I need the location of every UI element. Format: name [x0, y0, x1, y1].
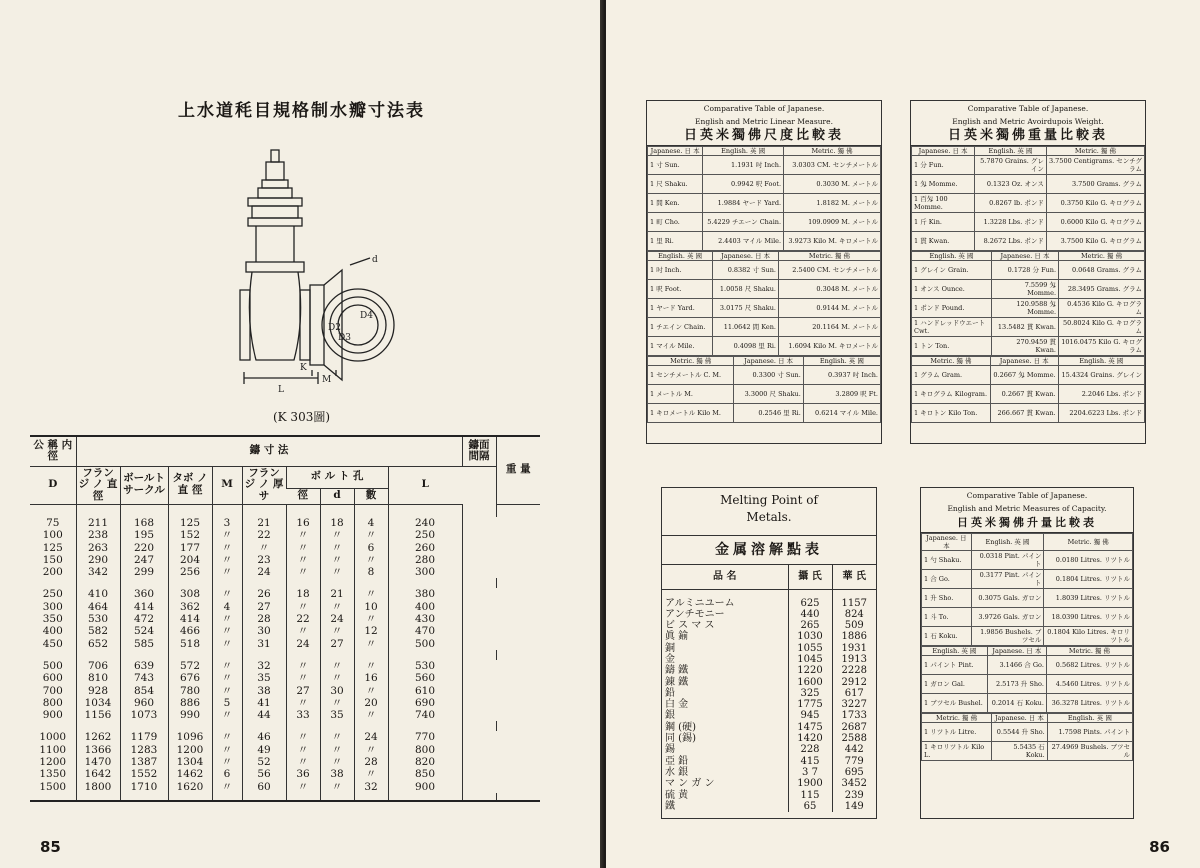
table-row: 75 211 168 125 3 21 16 18 4 240: [30, 517, 540, 529]
table-row: 1 キロメートル Kilo M. 0.2546 里 Ri. 0.6214 マイル Mile.: [648, 404, 881, 423]
comparison-subtable: Japanese. 日 本 English. 英 國 Metric. 獨 佛 1 寸 Sun. 1.1931 吋 Inch. 3.0303 CM. センチメートル 1 尺 Shaku. 0.9942 呎 Foot. 0.3030 M. メートル 1 間 Ken. 1.9884 ヤード Yard. 1.8182 M. メートル 1 町 Cho. 5.4229 チエーン Chain. 109.0909 M. メートル 1 里 Ri. 2.4403 マイル Mile. 3.9273 Kilo M. キロメートル: [647, 146, 881, 251]
table-row: 1 キロトン Kilo Ton. 266.667 貫 Kwan. 2204.6223 Lbs. ポンド: [912, 404, 1145, 423]
table-row: 1 センチメートル C. M. 0.3300 寸 Sun. 0.3937 吋 Inch.: [648, 366, 881, 385]
table-row: 1 百匁 100 Momme. 0.8267 lb. ポンド 0.3750 Kilo G. キログラム: [912, 194, 1145, 213]
col-face: 鑄面 間隔: [462, 436, 496, 466]
table-row: 1200 1470 1387 1304 〃 52 〃 〃 28 820: [30, 756, 540, 768]
table-row: 1 合 Go. 0.3177 Pint. パイント 0.1804 Litres. リツトル: [922, 570, 1133, 589]
table-row: 900 1156 1073 990 〃 44 33 35 〃 740: [30, 709, 540, 721]
table-row: 1350 1642 1552 1462 6 56 36 38 〃 850: [30, 768, 540, 780]
table-row: 金 1045 1913: [662, 654, 876, 665]
table-row: 硫 黄 115 239: [662, 790, 876, 801]
table-row: 1 吋 Inch. 0.8382 寸 Sun. 2.5400 CM. センチメートル: [648, 261, 881, 280]
svg-text:M: M: [322, 375, 332, 385]
table-row: 銅 1055 1931: [662, 643, 876, 654]
table-row: 1 キログラム Kilogram. 0.2667 貫 Kwan. 2.2046 Lbs. ポンド: [912, 385, 1145, 404]
table-row: 700 928 854 780 〃 38 27 30 〃 610: [30, 685, 540, 697]
table-row: 銀 945 1733: [662, 710, 876, 721]
page-number-left: 85: [40, 838, 61, 856]
table-row: 500 706 639 572 〃 32 〃 〃 〃 530: [30, 660, 540, 672]
table-row: 1 町 Cho. 5.4229 チエーン Chain. 109.0909 M. メートル: [648, 213, 881, 232]
table-row: マ ン ガ ン 1900 3452: [662, 778, 876, 789]
linear-measure-table: Comparative Table of Japanese. English and Metric Linear Measure. 日英米獨佛尺度比較表 Japanese. 日 本 English. 英 國 Metric. 獨 佛 1 寸 Sun. 1.1931 吋 Inch. 3.0303 CM. センチメートル 1 尺 Shaku. 0.9942 呎 Foot. 0.3030 M. メートル 1 間 Ken. 1.9884 ヤード Yard. 1.8182 M. メートル 1 町 Cho. 5.4229 チエーン Chain. 109.0909 M. メートル 1 里 Ri. 2.4403 マイル Mile. 3.9273 Kilo M. キロメートル English. 英 國 Japanese. 日 本 Metric. 獨 佛 1 吋 Inch. 0.8382 寸 Sun. 2.5400 CM. センチメートル 1 呎 Foot. 1.0058 尺 Shaku. 0.3048 M. メートル 1 ヤード Yard. 3.0175 尺 Shaku. 0.9144 M. メートル 1 チエイン Chain. 11.0642 間 Ken. 20.1164 M. メートル 1 マイル Mile. 0.4098 里 Ri. 1.6094 Kilo M. キロメートル Metric. 獨 佛 Japanese. 日 本 English. 英 國 1 センチメートル C. M. 0.3300 寸 Sun. 0.3937 吋 Inch. 1 メートル M. 3.3000 尺 Shaku. 3.2809 呎 Ft. 1 キロメートル Kilo M. 0.2546 里 Ri. 0.6214 マイル Mile.: [646, 100, 882, 444]
page-number-right: 86: [1149, 838, 1170, 856]
table-row: 350 530 472 414 〃 28 22 24 〃 430: [30, 613, 540, 625]
table-row: 1 トン Ton. 270.9459 貫 Kwan. 1016.0475 Kilo G. キログラム: [912, 337, 1145, 356]
table-row: 1000 1262 1179 1096 〃 46 〃 〃 24 770: [30, 731, 540, 743]
table-row: 100 238 195 152 〃 22 〃 〃 〃 250: [30, 529, 540, 541]
valve-table-title: 上水道秏目規格制水瓣寸法表: [178, 101, 425, 121]
col-nominal: 公 稱 内 徑: [30, 436, 76, 466]
comparison-subtable: English. 英 國 Japanese. 日 本 Metric. 獨 佛 1 パイント Pint. 3.1466 合 Go. 0.5682 Litres. リツトル 1 ガロン Gal. 2.5173 升 Sho. 4.5460 Litres. リツトル 1 ブツセル Bushel. 0.2014 石 Koku. 36.3278 Litres. リツトル: [921, 646, 1133, 713]
svg-text:D2: D2: [328, 323, 341, 333]
table-row: 450 652 585 518 〃 31 24 27 〃 500: [30, 638, 540, 650]
table-row: 1 キロリツトル Kilo L. 5.5435 石 Koku. 27.4969 Bushels. ブツセル: [922, 742, 1133, 761]
table-row: アンチモニー 440 824: [662, 609, 876, 620]
table-row: 鑄 鐵 1220 2228: [662, 665, 876, 676]
table-row: 1 分 Fun. 5.7870 Grains. グレイン 3.7500 Centigrams. センチグラム: [912, 156, 1145, 175]
table-row: 1 勺 Shaku. 0.0318 Pint. パイント 0.0180 Litres. リツトル: [922, 551, 1133, 570]
spacer-row: [30, 650, 540, 660]
table-row: 1500 1800 1710 1620 〃 60 〃 〃 32 900: [30, 781, 540, 793]
comparison-subtable: Japanese. 日 本 English. 英 國 Metric. 獨 佛 1 勺 Shaku. 0.0318 Pint. パイント 0.0180 Litres. リツトル 1 合 Go. 0.3177 Pint. パイント 0.1804 Litres. リツトル 1 升 Sho. 0.3075 Gals. ガロン 1.8039 Litres. リツトル 1 斗 To. 3.9726 Gals. ガロン 18.0390 Litres. リツトル 1 石 Koku. 1.9856 Bushels. ブツセル 0.1804 Kilo Litres. キロリツトル: [921, 533, 1133, 646]
table-row: 400 582 524 466 〃 30 〃 〃 12 470: [30, 625, 540, 637]
comparison-subtable: English. 英 國 Japanese. 日 本 Metric. 獨 佛 1 吋 Inch. 0.8382 寸 Sun. 2.5400 CM. センチメートル 1 呎 Foot. 1.0058 尺 Shaku. 0.3048 M. メートル 1 ヤード Yard. 3.0175 尺 Shaku. 0.9144 M. メートル 1 チエイン Chain. 11.0642 間 Ken. 20.1164 M. メートル 1 マイル Mile. 0.4098 里 Ri. 1.6094 Kilo M. キロメートル: [647, 251, 881, 356]
table-row: 300 464 414 362 4 27 〃 〃 10 400: [30, 601, 540, 613]
comparison-subtable: Metric. 獨 佛 Japanese. 日 本 English. 英 國 1 グラム Gram. 0.2667 匁 Momme. 15.4324 Grains. グレイン 1 キログラム Kilogram. 0.2667 貫 Kwan. 2.2046 Lbs. ポンド 1 キロトン Kilo Ton. 266.667 貫 Kwan. 2204.6223 Lbs. ポンド: [911, 356, 1145, 423]
table-row: 錫 228 442: [662, 744, 876, 755]
table-row: 1 尺 Shaku. 0.9942 呎 Foot. 0.3030 M. メートル: [648, 175, 881, 194]
table-row: 水 銀 3 7 695: [662, 767, 876, 778]
table-row: 1 メートル M. 3.3000 尺 Shaku. 3.2809 呎 Ft.: [648, 385, 881, 404]
table-row: 125 263 220 177 〃 〃 〃 〃 6 260: [30, 542, 540, 554]
table-row: 600 810 743 676 〃 35 〃 〃 16 560: [30, 672, 540, 684]
comparison-subtable: Japanese. 日 本 English. 英 國 Metric. 獨 佛 1 分 Fun. 5.7870 Grains. グレイン 3.7500 Centigrams. センチグラム 1 匁 Momme. 0.1323 Oz. オンス 3.7500 Grams. グラム 1 百匁 100 Momme. 0.8267 lb. ポンド 0.3750 Kilo G. キログラム 1 斤 Kin. 1.3228 Lbs. ポンド 0.6000 Kilo G. キログラム 1 貫 Kwan. 8.2672 Lbs. ポンド 3.7500 Kilo G. キログラム: [911, 146, 1145, 251]
table-row: 錬 鐵 1600 2912: [662, 677, 876, 688]
table-row: 200 342 299 256 〃 24 〃 〃 8 300: [30, 566, 540, 578]
table-row: 1 ハンドレッドウエート Cwt. 13.5482 貫 Kwan. 50.8024 Kilo G. キログラム: [912, 318, 1145, 337]
table-row: 1 升 Sho. 0.3075 Gals. ガロン 1.8039 Litres. リツトル: [922, 589, 1133, 608]
table-row: ビ ス マ ス 265 509: [662, 620, 876, 631]
comparison-subtable: Metric. 獨 佛 Japanese. 日 本 English. 英 國 1 センチメートル C. M. 0.3300 寸 Sun. 0.3937 吋 Inch. 1 メートル M. 3.3000 尺 Shaku. 3.2809 呎 Ft. 1 キロメートル Kilo M. 0.2546 里 Ri. 0.6214 マイル Mile.: [647, 356, 881, 423]
table-row: 眞 鍮 1030 1886: [662, 631, 876, 642]
gate-valve-diagram: [0, 0, 603, 400]
valve-dimension-table: 公 稱 内 徑 鑄 寸 法 鑄面 間隔 重 量 D フランジ ノ 直 徑 ボールト サークル タボ ノ 直 徑 M フランジ ノ 厚 サ ボ ル ト 孔 L 徑 d 數 75 211 168 125 3 21 16 18 4 240 100 238 195 152 〃 22 〃 〃 〃 250 125 263 220 177 〃 〃 〃 〃 6 260 150 290 247 204 〃 23 〃 〃 〃 280 200 342 299 256 〃 24 〃 〃 8 300 250 410 360 308 〃 26 18 21 〃 380 300 464 414 362 4 27 〃 〃 10 400 350 530 472 414 〃 28 22 24 〃 430 400 582 524 466 〃 30 〃 〃 12 470 450 652 585 518 〃 31 24 27 〃 500 500 706 639 572 〃 32 〃 〃 〃 530 600 810 743 676 〃 35 〃 〃 16 560 700 928 854 780 〃 38 27 30 〃 610 800 1034 960 886 5 41 〃 〃 20 690 900 1156 1073 990 〃 44 33 35 〃 740 1000 1262 1179 1096 〃 46 〃 〃 24 770 1100 1366 1283 1200 〃 49 〃 〃 〃 800 1200 1470 1387 1304 〃 52 〃 〃 28 820 1350 1642 1552 1462 6 56 36 38 〃 850 1500 1800 1710 1620 〃 60 〃 〃 32 900: [30, 435, 540, 802]
spacer-row: [30, 578, 540, 588]
table-row: 亞 鉛 415 779: [662, 756, 876, 767]
table-row: 150 290 247 204 〃 23 〃 〃 〃 280: [30, 554, 540, 566]
table-row: 鋼 (硬) 1475 2687: [662, 722, 876, 733]
capacity-table: Comparative Table of Japanese. English and Metric Measures of Capacity. 日英米獨佛升量比較表 Japanese. 日 本 English. 英 國 Metric. 獨 佛 1 勺 Shaku. 0.0318 Pint. パイント 0.0180 Litres. リツトル 1 合 Go. 0.3177 Pint. パイント 0.1804 Litres. リツトル 1 升 Sho. 0.3075 Gals. ガロン 1.8039 Litres. リツトル 1 斗 To. 3.9726 Gals. ガロン 18.0390 Litres. リツトル 1 石 Koku. 1.9856 Bushels. ブツセル 0.1804 Kilo Litres. キロリツトル English. 英 國 Japanese. 日 本 Metric. 獨 佛 1 パイント Pint. 3.1466 合 Go. 0.5682 Litres. リツトル 1 ガロン Gal. 2.5173 升 Sho. 4.5460 Litres. リツトル 1 ブツセル Bushel. 0.2014 石 Koku. 36.3278 Litres. リツトル Metric. 獨 佛 Japanese. 日 本 English. 英 國 1 リツトル Litre. 0.5544 升 Sho. 1.7598 Pints. パイント 1 キロリツトル Kilo L. 5.5435 石 Koku. 27.4969 Bushels. ブツセル: [920, 487, 1134, 819]
table-row: 1 グレイン Grain. 0.1728 分 Fun. 0.0648 Grams. グラム: [912, 261, 1145, 280]
table-row: 鉛 325 617: [662, 688, 876, 699]
svg-text:D4: D4: [360, 311, 373, 321]
figure-caption: (K 303圖): [272, 410, 331, 424]
table-row: 1 グラム Gram. 0.2667 匁 Momme. 15.4324 Grains. グレイン: [912, 366, 1145, 385]
spacer-row: [30, 504, 540, 517]
table-row: 1 ガロン Gal. 2.5173 升 Sho. 4.5460 Litres. リツトル: [922, 675, 1133, 694]
table-row: 1 ポンド Pound. 120.9588 匁 Momme. 0.4536 Kilo G. キログラム: [912, 299, 1145, 318]
table-row: 鐵 65 149: [662, 801, 876, 812]
table-row: 1 パイント Pint. 3.1466 合 Go. 0.5682 Litres. リツトル: [922, 656, 1133, 675]
weight-table: Comparative Table of Japanese. English and Metric Avoirdupois Weight. 日英米獨佛重量比較表 Japanese. 日 本 English. 英 國 Metric. 獨 佛 1 分 Fun. 5.7870 Grains. グレイン 3.7500 Centigrams. センチグラム 1 匁 Momme. 0.1323 Oz. オンス 3.7500 Grams. グラム 1 百匁 100 Momme. 0.8267 lb. ポンド 0.3750 Kilo G. キログラム 1 斤 Kin. 1.3228 Lbs. ポンド 0.6000 Kilo G. キログラム 1 貫 Kwan. 8.2672 Lbs. ポンド 3.7500 Kilo G. キログラム English. 英 國 Japanese. 日 本 Metric. 獨 佛 1 グレイン Grain. 0.1728 分 Fun. 0.0648 Grams. グラム 1 オンス Ounce. 7.5599 匁 Momme. 28.3495 Grams. グラム 1 ポンド Pound. 120.9588 匁 Momme. 0.4536 Kilo G. キログラム 1 ハンドレッドウエート Cwt. 13.5482 貫 Kwan. 50.8024 Kilo G. キログラム 1 トン Ton. 270.9459 貫 Kwan. 1016.0475 Kilo G. キログラム Metric. 獨 佛 Japanese. 日 本 English. 英 國 1 グラム Gram. 0.2667 匁 Momme. 15.4324 Grains. グレイン 1 キログラム Kilogram. 0.2667 貫 Kwan. 2.2046 Lbs. ポンド 1 キロトン Kilo Ton. 266.667 貫 Kwan. 2204.6223 Lbs. ポンド: [910, 100, 1146, 444]
table-row: 800 1034 960 886 5 41 〃 〃 20 690: [30, 697, 540, 709]
table-row: 1 チエイン Chain. 11.0642 間 Ken. 20.1164 M. メートル: [648, 318, 881, 337]
table-row: 1 オンス Ounce. 7.5599 匁 Momme. 28.3495 Grams. グラム: [912, 280, 1145, 299]
svg-text:D3: D3: [338, 333, 351, 343]
table-row: 1 ヤード Yard. 3.0175 尺 Shaku. 0.9144 M. メートル: [648, 299, 881, 318]
svg-text:L: L: [278, 385, 284, 395]
melting-point-table: Melting Point of Metals. 金属溶解點表 品 名 攝 氏 華 氏 アルミニユーム 625 1157 アンチモニー 440 824 ビ ス マ ス 265 509 眞 鍮 1030 1886 銅 1055 1931 金 1045 1913 鑄 鐵 1220 2228 錬 鐵 1600 2912 鉛 325 617 白 金 1775 3227 銀 945 1733 鋼 (硬) 1475 2687 同 (錫) 1420 2588 錫 228 442 亞 鉛 415 779 水 銀 3 7 695 マ ン ガ ン 1900 3452 硫 黄 115 239 鐵 65 149: [661, 487, 877, 819]
table-row: 1 斤 Kin. 1.3228 Lbs. ポンド 0.6000 Kilo G. キログラム: [912, 213, 1145, 232]
table-row: 250 410 360 308 〃 26 18 21 〃 380: [30, 588, 540, 600]
table-row: 1 呎 Foot. 1.0058 尺 Shaku. 0.3048 M. メートル: [648, 280, 881, 299]
svg-text:K: K: [300, 363, 307, 373]
table-row: 1 匁 Momme. 0.1323 Oz. オンス 3.7500 Grams. グラム: [912, 175, 1145, 194]
svg-text:d: d: [372, 255, 378, 265]
table-row: 1 斗 To. 3.9726 Gals. ガロン 18.0390 Litres. リツトル: [922, 608, 1133, 627]
comparison-subtable: Metric. 獨 佛 Japanese. 日 本 English. 英 國 1 リツトル Litre. 0.5544 升 Sho. 1.7598 Pints. パイント 1 キロリツトル Kilo L. 5.5435 石 Koku. 27.4969 Bushels. ブツセル: [921, 713, 1133, 761]
col-cast-dims: 鑄 寸 法: [76, 436, 462, 466]
table-row: 1 寸 Sun. 1.1931 吋 Inch. 3.0303 CM. センチメートル: [648, 156, 881, 175]
table-row: 1 石 Koku. 1.9856 Bushels. ブツセル 0.1804 Kilo Litres. キロリツトル: [922, 627, 1133, 646]
table-row: 1 貫 Kwan. 8.2672 Lbs. ポンド 3.7500 Kilo G. キログラム: [912, 232, 1145, 251]
spacer-row: [30, 721, 540, 731]
table-row: 1 里 Ri. 2.4403 マイル Mile. 3.9273 Kilo M. キロメートル: [648, 232, 881, 251]
table-row: 1 ブツセル Bushel. 0.2014 石 Koku. 36.3278 Litres. リツトル: [922, 694, 1133, 713]
table-row: 1 マイル Mile. 0.4098 里 Ri. 1.6094 Kilo M. キロメートル: [648, 337, 881, 356]
table-row: 1 リツトル Litre. 0.5544 升 Sho. 1.7598 Pints. パイント: [922, 723, 1133, 742]
table-row: 同 (錫) 1420 2588: [662, 733, 876, 744]
col-weight: 重 量: [496, 436, 540, 504]
comparison-subtable: English. 英 國 Japanese. 日 本 Metric. 獨 佛 1 グレイン Grain. 0.1728 分 Fun. 0.0648 Grams. グラム 1 オンス Ounce. 7.5599 匁 Momme. 28.3495 Grams. グラム 1 ポンド Pound. 120.9588 匁 Momme. 0.4536 Kilo G. キログラム 1 ハンドレッドウエート Cwt. 13.5482 貫 Kwan. 50.8024 Kilo G. キログラム 1 トン Ton. 270.9459 貫 Kwan. 1016.0475 Kilo G. キログラム: [911, 251, 1145, 356]
table-row: 白 金 1775 3227: [662, 699, 876, 710]
table-row: 1 間 Ken. 1.9884 ヤード Yard. 1.8182 M. メートル: [648, 194, 881, 213]
table-row: アルミニユーム 625 1157: [662, 598, 876, 609]
table-row: 1100 1366 1283 1200 〃 49 〃 〃 〃 800: [30, 744, 540, 756]
